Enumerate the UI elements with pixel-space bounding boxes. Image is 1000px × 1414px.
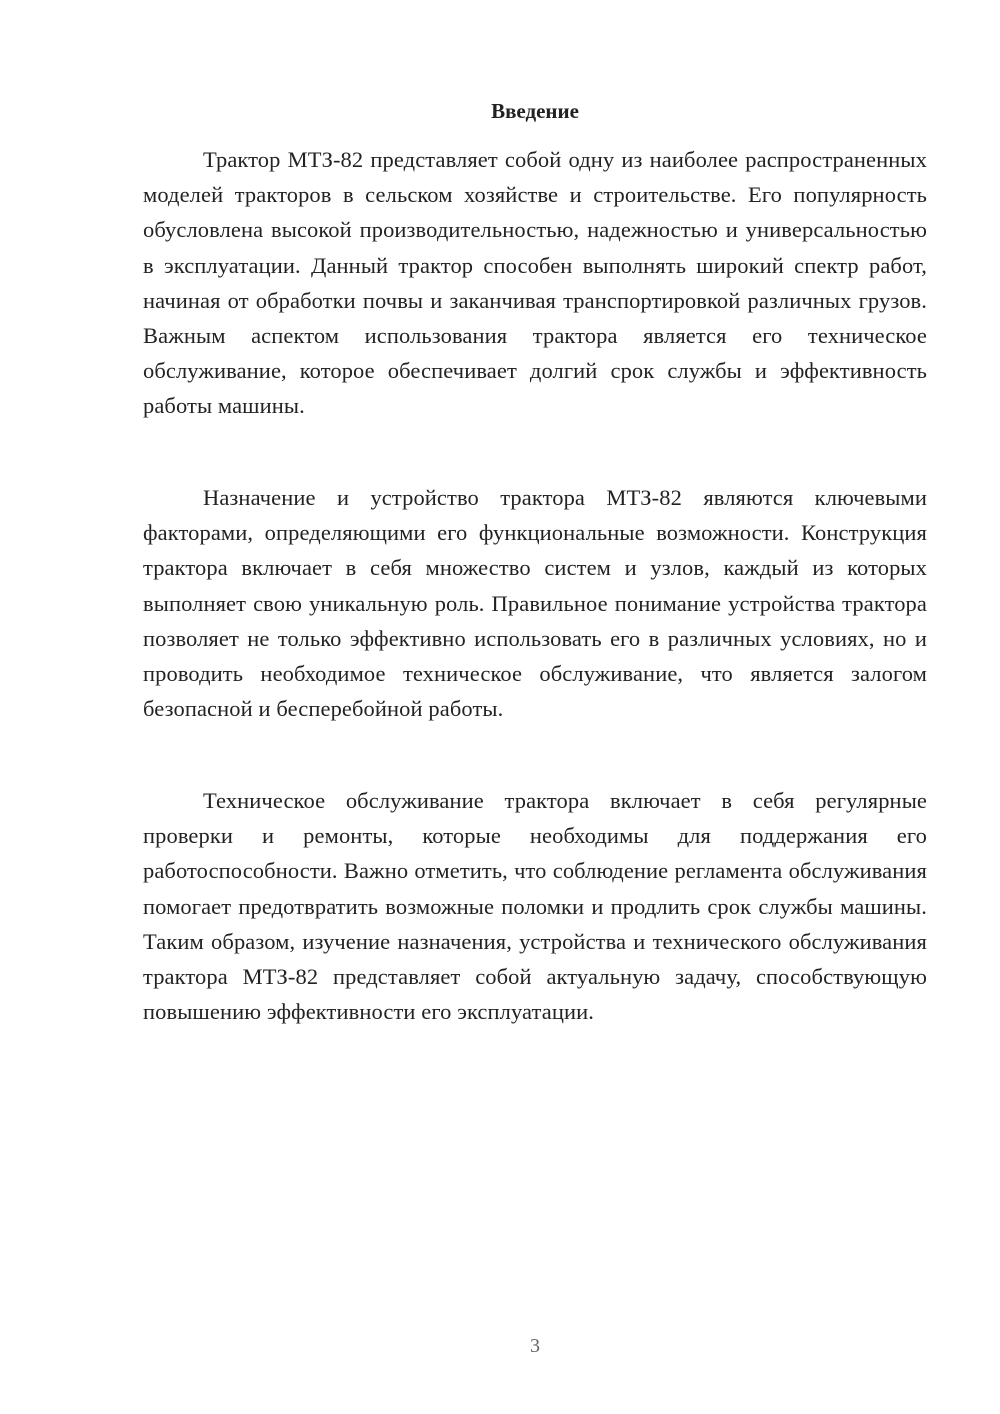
section-heading: Введение (491, 99, 579, 123)
paragraph-3: Техническое обслуживание трактора включает в себя регулярные проверки и ремонты, которые необходимы для поддержания его работоспособности. Важно отметить, что соблюдение регламента обслуживания помогает предотвратить возможные поломки и продлить срок службы машины. Таким образом, изучение назначения, устройства и технического обслуживания трактора МТЗ-82 представляет собой актуальную задачу, способствующую повышению эффективности его эксплуатации. (143, 788, 927, 1025)
page-number: 3 (530, 1335, 540, 1357)
paragraph-1: Трактор МТЗ-82 представляет собой одну из наиболее распространенных моделей тракторов в сельском хозяйстве и строительстве. Его популярность обусловлена высокой производительностью, надежностью и универсальностью в эксплуатации. Данный трактор способен выполнять широкий спектр работ, начиная от обработки почвы и заканчивая транспортировкой различных грузов. Важным аспектом использования трактора является его техническое обслуживание, которое обеспечивает долгий срок службы и эффективность работы машины. (143, 147, 927, 419)
paragraph-2: Назначение и устройство трактора МТЗ-82 являются ключевыми факторами, определяющими его функциональные возможности. Конструкция трактора включает в себя множество систем и узлов, каждый из которых выполняет свою уникальную роль. Правильное понимание устройства трактора позволяет не только эффективно использовать его в различных условиях, но и проводить необходимое техническое обслуживание, что является залогом безопасной и бесперебойной работы. (143, 485, 927, 722)
